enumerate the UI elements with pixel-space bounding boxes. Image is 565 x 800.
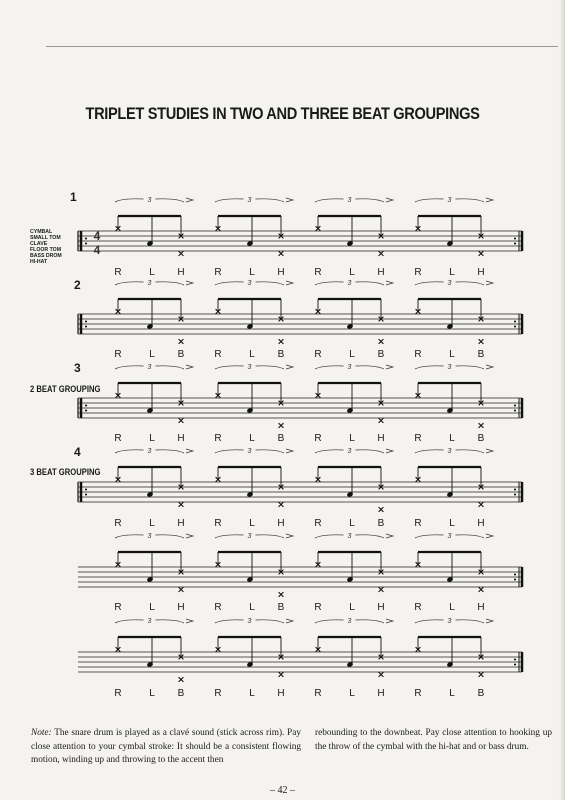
accent-mark: [186, 619, 193, 623]
tuplet-bracket: [256, 366, 285, 369]
tuplet-bracket: [415, 282, 444, 285]
sticking-letter: H: [277, 518, 285, 529]
tuplet-number: 3: [147, 280, 152, 287]
sticking-letter: R: [414, 518, 422, 529]
sticking-letter: R: [214, 267, 222, 278]
sticking-letter: R: [314, 267, 322, 278]
sticking-letter: H: [377, 602, 385, 613]
sticking-letter: L: [449, 267, 455, 278]
accent-mark: [186, 198, 193, 202]
time-signature-bottom: 4: [93, 243, 101, 257]
sticking-letter: L: [149, 602, 155, 613]
tuplet-number: 3: [347, 364, 352, 371]
tuplet-number: 3: [247, 364, 252, 371]
accent-mark: [486, 365, 493, 369]
note-right-column: rebounding to the downbeat. Pay close attention to hooking up the throw of the cymbal with the hi-hat and or bass drum.: [315, 728, 552, 752]
tuplet-number: 3: [447, 197, 452, 204]
tuplet-bracket: [256, 535, 285, 538]
exercise-number-3: 3: [74, 361, 81, 375]
accent-mark: [386, 365, 393, 369]
tuplet-bracket: [256, 450, 285, 453]
sticking-letter: B: [477, 433, 485, 444]
sticking-letter: L: [249, 433, 255, 444]
page-number: – 42 –: [270, 785, 295, 796]
tuplet-bracket: [115, 535, 144, 538]
tuplet-bracket: [156, 366, 185, 369]
tuplet-bracket: [456, 535, 485, 538]
hi-hat-note: [479, 251, 484, 256]
tuplet-bracket: [115, 620, 144, 623]
tuplet-bracket: [415, 620, 444, 623]
accent-mark: [286, 198, 293, 202]
tuplet-number: 3: [147, 533, 152, 540]
tuplet-bracket: [415, 366, 444, 369]
tuplet-bracket: [156, 535, 185, 538]
time-signature-top: 4: [93, 229, 101, 243]
legend-small-tom: SMALL TOM: [30, 235, 61, 241]
accent-mark: [286, 619, 293, 623]
tuplet-bracket: [315, 366, 344, 369]
accent-mark: [486, 449, 493, 453]
exercise-number-1: 1: [70, 190, 77, 204]
tuplet-number: 3: [247, 533, 252, 540]
hi-hat-note: [279, 672, 284, 677]
sticking-letter: L: [149, 433, 155, 444]
accent-mark: [486, 619, 493, 623]
tuplet-bracket: [356, 282, 385, 285]
tuplet-bracket: [215, 366, 244, 369]
hi-hat-note: [379, 587, 384, 592]
sticking-letter: R: [114, 349, 122, 360]
repeat-dot: [514, 410, 516, 412]
exercise-number-4: 4: [74, 445, 81, 459]
accent-mark: [186, 281, 193, 285]
hi-hat-note: [379, 672, 384, 677]
tuplet-bracket: [156, 199, 185, 202]
tuplet-bracket: [256, 620, 285, 623]
sticking-letter: B: [277, 602, 285, 613]
tuplet-bracket: [215, 450, 244, 453]
tuplet-bracket: [156, 450, 185, 453]
repeat-dot: [514, 405, 516, 407]
hi-hat-note: [179, 418, 184, 423]
sticking-letter: L: [249, 349, 255, 360]
sticking-letter: H: [477, 267, 485, 278]
sticking-letter: B: [477, 688, 485, 699]
repeat-dot: [85, 321, 87, 323]
repeat-dot: [85, 410, 87, 412]
hi-hat-note: [279, 251, 284, 256]
tuplet-bracket: [256, 282, 285, 285]
repeat-dot: [514, 243, 516, 245]
sticking-letter: R: [214, 518, 222, 529]
tuplet-bracket: [156, 620, 185, 623]
tuplet-number: 3: [247, 280, 252, 287]
tuplet-bracket: [215, 535, 244, 538]
legend-hi-hat: HI-HAT: [30, 259, 48, 265]
legend-floor-tom: FLOOR TOM: [30, 247, 62, 253]
accent-mark: [386, 198, 393, 202]
tuplet-bracket: [456, 366, 485, 369]
tuplet-number: 3: [447, 364, 452, 371]
sticking-letter: R: [214, 433, 222, 444]
legend-clave: CLAVE: [30, 241, 48, 247]
sticking-letter: R: [214, 602, 222, 613]
hi-hat-note: [179, 339, 184, 344]
sticking-letter: H: [277, 267, 285, 278]
tuplet-number: 3: [347, 618, 352, 625]
legend-cymbal: CYMBAL: [30, 229, 53, 235]
repeat-dot: [85, 405, 87, 407]
tuplet-bracket: [115, 199, 144, 202]
sticking-letter: H: [177, 518, 185, 529]
hi-hat-note: [279, 339, 284, 344]
tuplet-bracket: [415, 450, 444, 453]
sticking-letter: B: [277, 349, 285, 360]
hi-hat-note: [479, 587, 484, 592]
sticking-letter: B: [377, 518, 385, 529]
tuplet-bracket: [356, 199, 385, 202]
sticking-letter: L: [449, 688, 455, 699]
repeat-dot: [514, 579, 516, 581]
exercise-number-2: 2: [74, 278, 81, 292]
repeat-dot: [85, 243, 87, 245]
tuplet-bracket: [456, 620, 485, 623]
tuplet-number: 3: [147, 448, 152, 455]
sticking-letter: L: [149, 518, 155, 529]
sticking-letter: H: [277, 688, 285, 699]
hi-hat-note: [479, 502, 484, 507]
tuplet-bracket: [315, 199, 344, 202]
sticking-letter: H: [177, 433, 185, 444]
tuplet-number: 3: [147, 618, 152, 625]
sticking-letter: L: [349, 518, 355, 529]
sticking-letter: L: [149, 349, 155, 360]
sticking-letter: L: [349, 433, 355, 444]
hi-hat-note: [479, 423, 484, 428]
accent-mark: [486, 534, 493, 538]
tuplet-bracket: [356, 535, 385, 538]
sticking-letter: L: [149, 267, 155, 278]
tuplet-bracket: [215, 282, 244, 285]
tuplet-bracket: [115, 366, 144, 369]
sticking-letter: R: [414, 688, 422, 699]
sticking-letter: L: [349, 602, 355, 613]
sticking-letter: L: [449, 349, 455, 360]
sticking-letter: L: [349, 349, 355, 360]
sticking-letter: R: [314, 518, 322, 529]
tuplet-number: 3: [447, 448, 452, 455]
tuplet-number: 3: [447, 280, 452, 287]
tuplet-number: 3: [447, 618, 452, 625]
sticking-letter: L: [249, 267, 255, 278]
accent-mark: [286, 365, 293, 369]
hi-hat-note: [279, 502, 284, 507]
hi-hat-note: [379, 507, 384, 512]
sticking-letter: L: [349, 267, 355, 278]
sticking-letter: L: [449, 518, 455, 529]
tuplet-number: 3: [347, 448, 352, 455]
tuplet-bracket: [115, 450, 144, 453]
tuplet-bracket: [215, 620, 244, 623]
sticking-letter: L: [349, 688, 355, 699]
sticking-letter: R: [214, 349, 222, 360]
tuplet-bracket: [356, 366, 385, 369]
repeat-dot: [514, 489, 516, 491]
sticking-letter: B: [477, 349, 485, 360]
sticking-letter: L: [249, 518, 255, 529]
hi-hat-note: [279, 592, 284, 597]
sticking-letter: L: [149, 688, 155, 699]
repeat-dot: [85, 494, 87, 496]
accent-mark: [486, 198, 493, 202]
sticking-letter: R: [414, 267, 422, 278]
sticking-letter: H: [477, 518, 485, 529]
sticking-letter: H: [177, 267, 185, 278]
sticking-letter: L: [249, 688, 255, 699]
tuplet-number: 3: [347, 197, 352, 204]
repeat-dot: [514, 326, 516, 328]
grouping-label-3-beat: 3 BEAT GROUPING: [30, 467, 101, 477]
tuplet-bracket: [315, 620, 344, 623]
sticking-letter: H: [377, 688, 385, 699]
accent-mark: [386, 619, 393, 623]
accent-mark: [486, 281, 493, 285]
accent-mark: [286, 449, 293, 453]
sticking-letter: L: [449, 602, 455, 613]
tuplet-number: 3: [247, 618, 252, 625]
hi-hat-note: [479, 672, 484, 677]
accent-mark: [286, 281, 293, 285]
repeat-dot: [85, 326, 87, 328]
note-text-left: The snare drum is played as a clavé sound (stick across rim). Pay close attention to your cymbal stroke: It should be a consistent flowing motion, winding up and throwing to the accent then: [31, 728, 301, 765]
tuplet-number: 3: [347, 280, 352, 287]
page-title: TRIPLET STUDIES IN TWO AND THREE BEAT GROUPINGS: [85, 104, 480, 123]
tuplet-bracket: [356, 450, 385, 453]
grouping-label-2-beat: 2 BEAT GROUPING: [30, 384, 101, 394]
tuplet-number: 3: [147, 197, 152, 204]
repeat-dot: [514, 664, 516, 666]
accent-mark: [186, 365, 193, 369]
accent-mark: [386, 281, 393, 285]
hi-hat-note: [179, 251, 184, 256]
tuplet-number: 3: [147, 364, 152, 371]
sticking-letter: R: [214, 688, 222, 699]
tuplet-bracket: [215, 199, 244, 202]
accent-mark: [186, 449, 193, 453]
hi-hat-note: [179, 587, 184, 592]
sticking-letter: R: [314, 349, 322, 360]
repeat-dot: [85, 238, 87, 240]
tuplet-bracket: [456, 450, 485, 453]
hi-hat-note: [379, 251, 384, 256]
tuplet-bracket: [315, 282, 344, 285]
tuplet-number: 3: [347, 533, 352, 540]
sticking-letter: R: [114, 518, 122, 529]
sticking-letter: B: [377, 349, 385, 360]
accent-mark: [186, 534, 193, 538]
repeat-dot: [85, 489, 87, 491]
sticking-letter: H: [177, 602, 185, 613]
tuplet-bracket: [315, 450, 344, 453]
sticking-letter: R: [414, 349, 422, 360]
hi-hat-note: [179, 677, 184, 682]
tuplet-number: 3: [247, 197, 252, 204]
tuplet-bracket: [456, 199, 485, 202]
sticking-letter: R: [314, 433, 322, 444]
accent-mark: [386, 534, 393, 538]
accent-mark: [286, 534, 293, 538]
hi-hat-note: [379, 418, 384, 423]
tuplet-bracket: [156, 282, 185, 285]
repeat-dot: [514, 659, 516, 661]
tuplet-bracket: [415, 535, 444, 538]
sticking-letter: B: [177, 688, 185, 699]
hi-hat-note: [379, 339, 384, 344]
sticking-letter: R: [114, 688, 122, 699]
sticking-letter: B: [277, 433, 285, 444]
repeat-dot: [514, 494, 516, 496]
sticking-letter: L: [449, 433, 455, 444]
sticking-letter: R: [114, 433, 122, 444]
sticking-letter: R: [414, 433, 422, 444]
repeat-dot: [514, 321, 516, 323]
tuplet-bracket: [315, 535, 344, 538]
sticking-letter: R: [314, 688, 322, 699]
tuplet-bracket: [115, 282, 144, 285]
sticking-letter: H: [377, 267, 385, 278]
sticking-letter: L: [249, 602, 255, 613]
note-label: Note:: [31, 728, 52, 738]
legend-bass-drum: BASS DROM: [30, 253, 62, 259]
sticking-letter: B: [177, 349, 185, 360]
sticking-letter: R: [114, 267, 122, 278]
tuplet-bracket: [256, 199, 285, 202]
hi-hat-note: [479, 339, 484, 344]
sticking-letter: H: [477, 602, 485, 613]
tuplet-number: 3: [247, 448, 252, 455]
hi-hat-note: [279, 423, 284, 428]
sticking-letter: R: [114, 602, 122, 613]
tuplet-bracket: [415, 199, 444, 202]
page-edge-shadow: [559, 0, 565, 800]
sticking-letter: R: [314, 602, 322, 613]
tuplet-number: 3: [447, 533, 452, 540]
hi-hat-note: [179, 502, 184, 507]
tuplet-bracket: [456, 282, 485, 285]
tuplet-bracket: [356, 620, 385, 623]
sticking-letter: R: [414, 602, 422, 613]
note-left-column: [31, 727, 301, 768]
sticking-letter: H: [377, 433, 385, 444]
repeat-dot: [514, 238, 516, 240]
accent-mark: [386, 449, 393, 453]
repeat-dot: [514, 574, 516, 576]
